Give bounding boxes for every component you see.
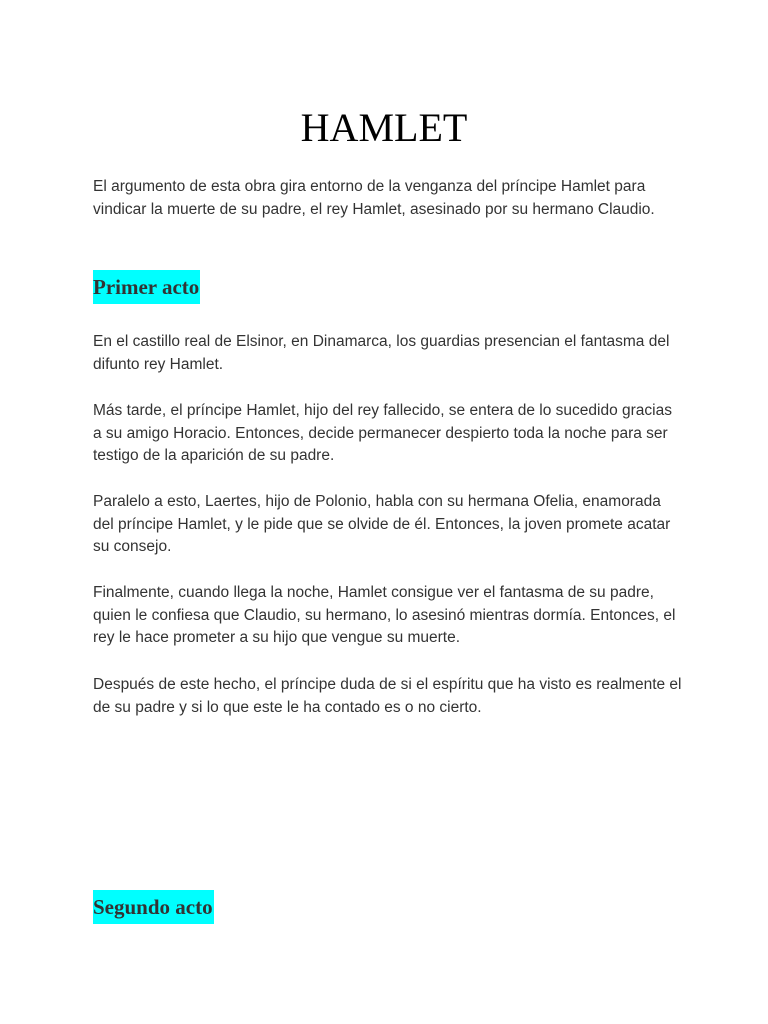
section-heading-primer-acto: Primer acto bbox=[93, 270, 200, 304]
document-title: HAMLET bbox=[300, 105, 468, 150]
paragraph-1: En el castillo real de Elsinor, en Dinamarca, los guardias presencian el fantasma del difunto rey Hamlet. bbox=[93, 333, 670, 373]
paragraph-2: Más tarde, el príncipe Hamlet, hijo del rey fallecido, se entera de lo sucedido gracias a su amigo Horacio. Entonces, decide permanecer despierto toda la noche para ser testigo de la aparición de su padre. bbox=[93, 402, 672, 464]
section-heading-segundo-acto: Segundo acto bbox=[93, 890, 214, 924]
intro-paragraph: El argumento de esta obra gira entorno de la venganza del príncipe Hamlet para vindicar la muerte de su padre, el rey Hamlet, asesinado por su hermano Claudio. bbox=[93, 178, 655, 218]
paragraph-4: Finalmente, cuando llega la noche, Hamlet consigue ver el fantasma de su padre, quien le confiesa que Claudio, su hermano, lo asesinó mientras dormía. Entonces, el rey le hace prometer a su hijo que vengue su muerte. bbox=[93, 584, 676, 646]
paragraph-5: Después de este hecho, el príncipe duda de si el espíritu que ha visto es realmente el de su padre y si lo que este le ha contado es o no cierto. bbox=[93, 676, 682, 716]
paragraph-3: Paralelo a esto, Laertes, hijo de Polonio, habla con su hermana Ofelia, enamorada del príncipe Hamlet, y le pide que se olvide de él. Entonces, la joven promete acatar su consejo. bbox=[93, 493, 671, 555]
